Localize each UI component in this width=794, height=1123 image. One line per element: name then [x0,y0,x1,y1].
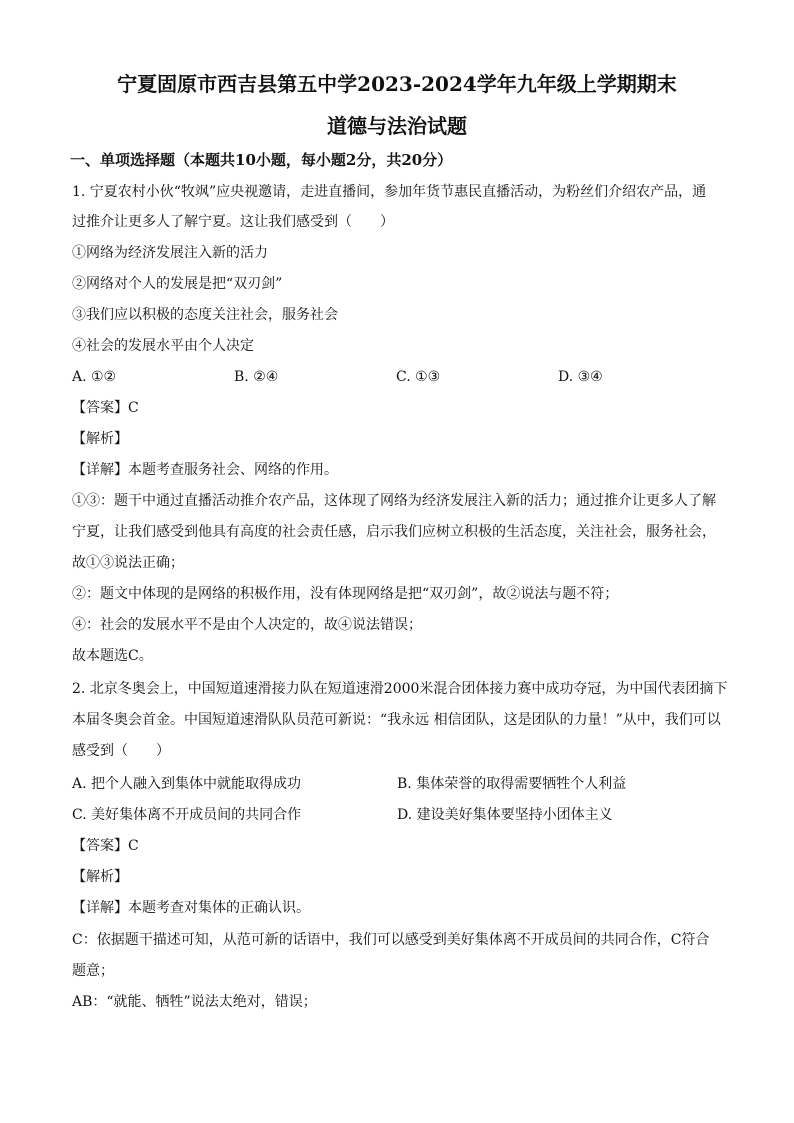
q2-answer: 【答案】C [72,838,139,854]
q1-stem-line-1: 1. 宁夏农村小伙“牧飒”应央视邀请，走进直播间，参加年货节惠民直播活动，为粉丝们介绍农产品，通 [72,184,707,200]
q1-answer: 【答案】C [72,400,139,416]
q1-explain-line-4: ②：题文中体现的是网络的积极作用，没有体现网络是把“双刃剑”，故②说法与题不符； [72,586,619,602]
q2-option-b: B. 集体荣誉的取得需要牺牲个人利益 [397,776,627,792]
q1-statement-1: ①网络为经济发展注入新的活力 [72,245,268,261]
q1-stem-line-2: 过推介让更多人了解宁夏。这让我们感受到（ ） [72,214,394,230]
q1-option-d: D. ③④ [558,369,603,385]
q1-analysis-label: 【解析】 [72,431,128,447]
q2-stem-line-2: 本届冬奥会首金。中国短道速滑队队员范可新说：“我永远 相信团队，这是团队的力量！”从中，我们可以 [72,712,721,728]
q1-explain-line-5: ④：社会的发展水平不是由个人决定的，故④说法错误； [72,617,422,633]
q1-option-c: C. ①③ [396,369,441,385]
q1-explain-line-3: 故①③说法正确； [72,555,184,571]
q1-statement-3: ③我们应以积极的态度关注社会，服务社会 [72,307,338,323]
q2-explain-line-1: C：依据题干描述可知，从范可新的话语中，我们可以感受到美好集体离不开成员间的共同合作，C符合 [72,932,710,948]
q2-option-c: C. 美好集体离不开成员间的共同合作 [72,807,302,823]
document-subtitle: 道德与法治试题 [327,114,467,138]
q1-statement-4: ④社会的发展水平由个人决定 [72,338,254,354]
q2-analysis-label: 【解析】 [72,869,128,885]
q1-option-a: A. ①② [72,369,117,385]
q1-detail: 【详解】本题考查服务社会、网络的作用。 [72,462,338,478]
q2-stem-line-1: 2. 北京冬奥会上，中国短道速滑接力队在短道速滑2000米混合团体接力赛中成功夺冠，为中国代表团摘下 [72,681,728,697]
q2-explain-line-3: AB：“就能、牺牲”说法太绝对，错误； [72,994,317,1010]
q1-explain-line-1: ①③：题干中通过直播活动推介农产品，这体现了网络为经济发展注入新的活力；通过推介让更多人了解 [72,493,716,509]
q2-option-a: A. 把个人融入到集体中就能取得成功 [72,776,302,792]
q2-stem-line-3: 感受到（ ） [72,743,170,759]
section-heading: 一、单项选择题（本题共10小题，每小题2分，共20分） [70,151,453,169]
q1-explain-line-6: 故本题选C。 [72,648,153,664]
q1-statement-2: ②网络对个人的发展是把“双刃剑” [72,276,283,292]
q1-option-b: B. ②④ [234,369,279,385]
q2-detail: 【详解】本题考查对集体的正确认识。 [72,900,310,916]
q1-explain-line-2: 宁夏，让我们感受到他具有高度的社会责任感，启示我们应树立积极的生活态度，关注社会，服务社会， [72,524,716,540]
q2-explain-line-2: 题意； [72,963,114,979]
q2-option-d: D. 建设美好集体要坚持小团体主义 [397,807,613,823]
document-title: 宁夏固原市西吉县第五中学2023-2024学年九年级上学期期末 [117,72,677,96]
